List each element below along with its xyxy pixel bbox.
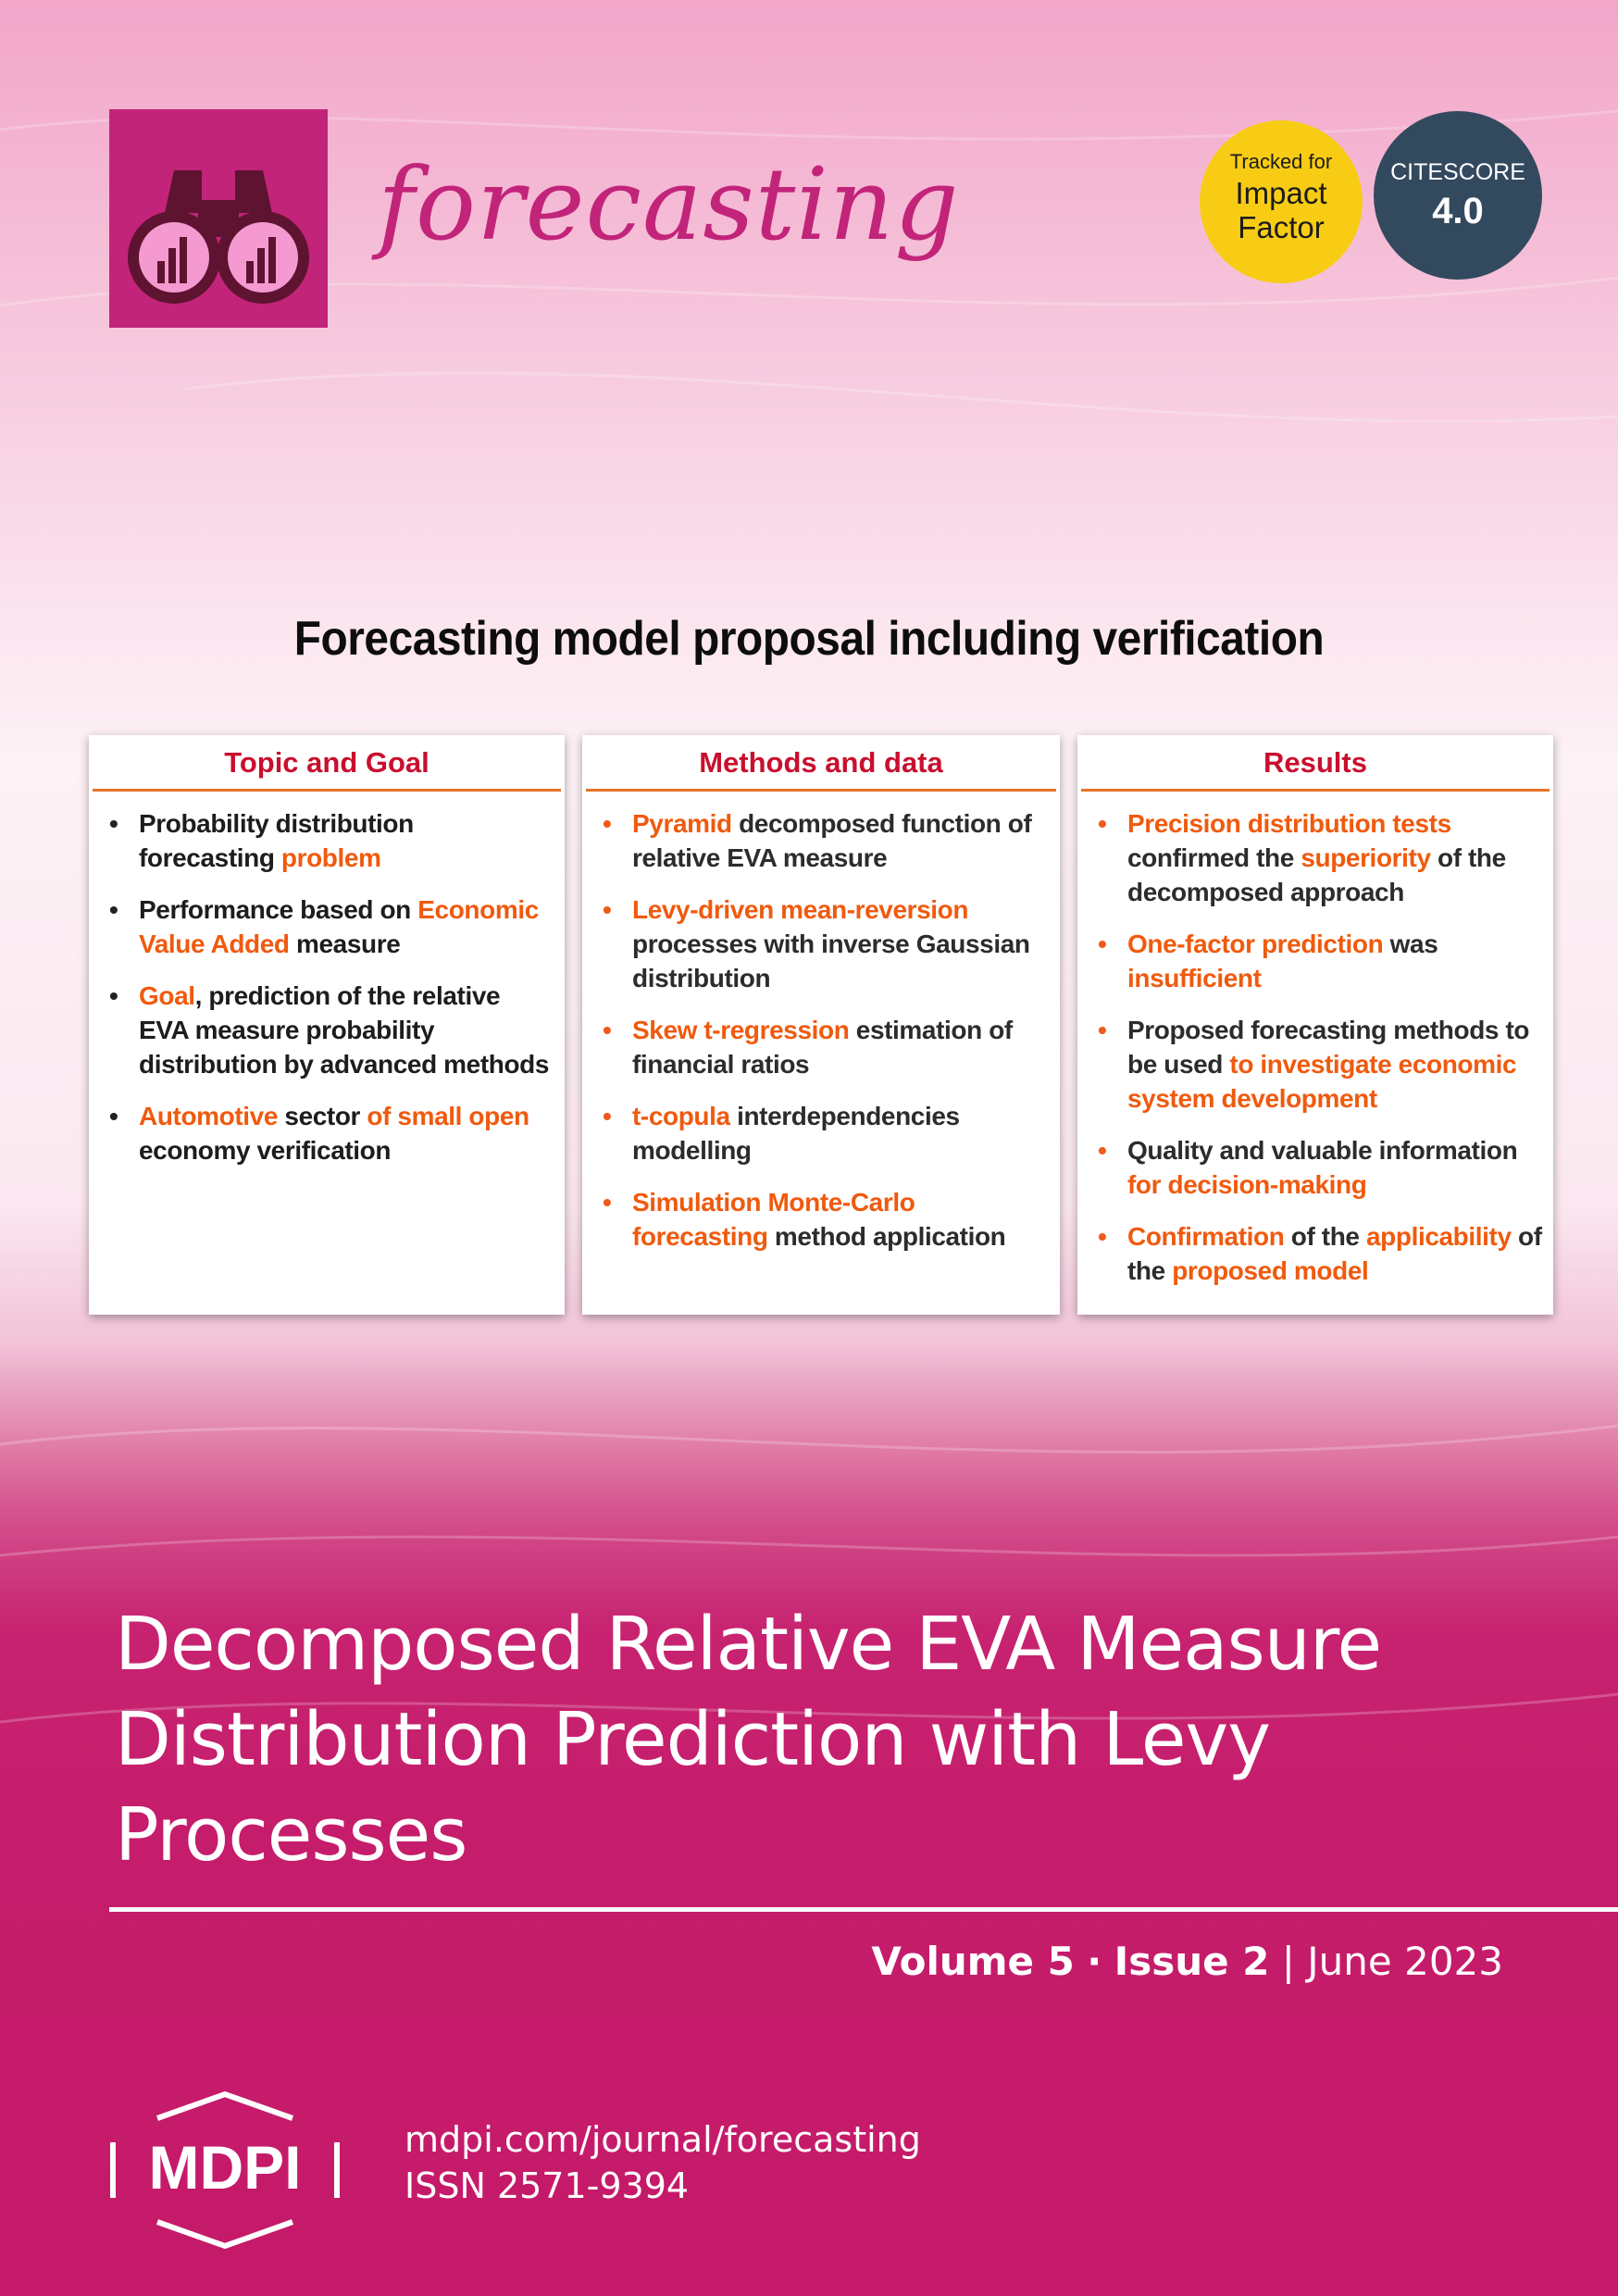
- panel-title: Topic and Goal: [93, 735, 561, 792]
- panel-bullet-item: [1094, 806, 1542, 909]
- highlighted-text: Economic Value Added: [139, 895, 539, 958]
- impact-badge-line2: [1200, 176, 1363, 244]
- highlighted-text: insufficient: [1127, 964, 1262, 992]
- citescore-value: 4.0: [1432, 191, 1484, 231]
- highlighted-text: superiority: [1301, 843, 1431, 872]
- highlighted-text: Confirmation: [1127, 1222, 1285, 1251]
- highlighted-text: applicability: [1366, 1222, 1512, 1251]
- impact-badge-line1: Tracked for: [1229, 150, 1333, 173]
- mdpi-logo: [109, 2090, 341, 2253]
- highlighted-text: of small open: [367, 1102, 529, 1130]
- panel-title: Results: [1081, 735, 1550, 792]
- issn: ISSN 2571-9394: [404, 2165, 690, 2206]
- bullet-text: was: [1383, 930, 1438, 958]
- divider-line: [109, 1907, 1618, 1912]
- issue-date: June 2023: [1307, 1939, 1503, 1984]
- journal-name: forecasting: [378, 147, 960, 263]
- panel-bullet-item: [106, 806, 554, 875]
- impact-badge-factor: Factor: [1238, 210, 1325, 244]
- highlighted-text: Pyramid: [632, 809, 732, 838]
- bullet-text: Performance based on: [139, 895, 418, 924]
- mdpi-hexagon-icon: [109, 2090, 341, 2250]
- figure-title: Forecasting model proposal including verification: [293, 612, 1325, 666]
- bullet-text: Quality and valuable information: [1127, 1136, 1518, 1165]
- article-title-line: Decomposed Relative EVA Measure: [115, 1602, 1382, 1687]
- highlighted-text: One-factor prediction: [1127, 930, 1384, 958]
- panel-bullet-item: [599, 892, 1049, 995]
- panel-topic-and-goal: [89, 735, 565, 1315]
- panel-results: [1077, 735, 1553, 1315]
- highlighted-text: to investigate economic system development: [1127, 1050, 1517, 1113]
- article-title: [115, 1597, 1559, 1883]
- bullet-text: Proposed forecasting methods to be used: [1127, 1016, 1530, 1079]
- panel-bullet-item: [1094, 1133, 1542, 1202]
- bullet-text: , prediction of the relative EVA measure probability distribution by advanced methods: [139, 981, 550, 1079]
- mdpi-wordmark: MDPI: [148, 2133, 302, 2202]
- panel-list: [582, 792, 1060, 1254]
- highlighted-text: Simulation Monte-Carlo forecasting: [632, 1188, 915, 1251]
- citescore-badge: [1374, 111, 1542, 280]
- bullet-text: Probability distribution forecasting: [139, 809, 414, 872]
- panel-bullet-item: [599, 1185, 1049, 1254]
- panel-bullet-item: [599, 1013, 1049, 1081]
- bullet-text: method application: [767, 1222, 1006, 1251]
- impact-badge-impact: Impact: [1235, 176, 1327, 210]
- panel-title: Methods and data: [586, 735, 1056, 792]
- bullet-text: interdependencies modelling: [632, 1102, 960, 1165]
- journal-url-block: [404, 2116, 921, 2209]
- journal-url[interactable]: mdpi.com/journal/forecasting: [404, 2119, 921, 2160]
- panel-methods-and-data: [582, 735, 1060, 1315]
- panel-bullet-item: [599, 806, 1049, 875]
- bullet-text: of the decomposed approach: [1127, 843, 1506, 906]
- bullet-text: of the: [1127, 1222, 1542, 1285]
- bullet-text: confirmed the: [1127, 843, 1301, 872]
- panel-bullet-item: [1094, 1013, 1542, 1116]
- bullet-text: processes with inverse Gaussian distribution: [632, 930, 1030, 992]
- impact-factor-badge: [1200, 120, 1363, 283]
- panel-bullet-item: [1094, 927, 1542, 995]
- bullet-text: of the: [1284, 1222, 1366, 1251]
- highlighted-text: t-copula: [632, 1102, 730, 1130]
- panel-list: [1077, 792, 1553, 1288]
- highlighted-text: Levy-driven mean-reversion: [632, 895, 969, 924]
- article-title-line: Distribution Prediction with Levy: [115, 1697, 1271, 1782]
- journal-logo: [109, 109, 328, 328]
- volume: Volume 5: [871, 1939, 1075, 1984]
- binoculars-icon: [109, 109, 328, 328]
- bullet-text: decomposed function of relative EVA measure: [632, 809, 1032, 872]
- highlighted-text: Automotive: [139, 1102, 279, 1130]
- highlighted-text: Precision distribution tests: [1127, 809, 1451, 838]
- bullet-text: measure: [289, 930, 401, 958]
- panel-bullet-item: [106, 892, 554, 961]
- highlighted-text: Goal: [139, 981, 195, 1010]
- highlighted-text: Skew t-regression: [632, 1016, 850, 1044]
- panel-bullet-item: [106, 979, 554, 1081]
- bullet-text: estimation of financial ratios: [632, 1016, 1013, 1079]
- issue-number: Issue 2: [1114, 1939, 1270, 1984]
- citescore-label: CITESCORE: [1390, 159, 1525, 185]
- issue-info: [871, 1939, 1503, 1984]
- bullet-text: sector: [278, 1102, 367, 1130]
- panel-bullet-item: [106, 1099, 554, 1167]
- panel-bullet-item: [1094, 1219, 1542, 1288]
- issue-divider: |: [1281, 1939, 1295, 1984]
- panel-bullet-item: [599, 1099, 1049, 1167]
- bullet-text: economy verification: [139, 1136, 392, 1165]
- highlighted-text: for decision-making: [1127, 1170, 1367, 1199]
- highlighted-text: proposed model: [1172, 1256, 1369, 1285]
- article-title-line: Processes: [115, 1792, 467, 1878]
- highlighted-text: problem: [280, 843, 381, 872]
- issue-sep: ·: [1087, 1939, 1102, 1984]
- panel-list: [89, 792, 565, 1167]
